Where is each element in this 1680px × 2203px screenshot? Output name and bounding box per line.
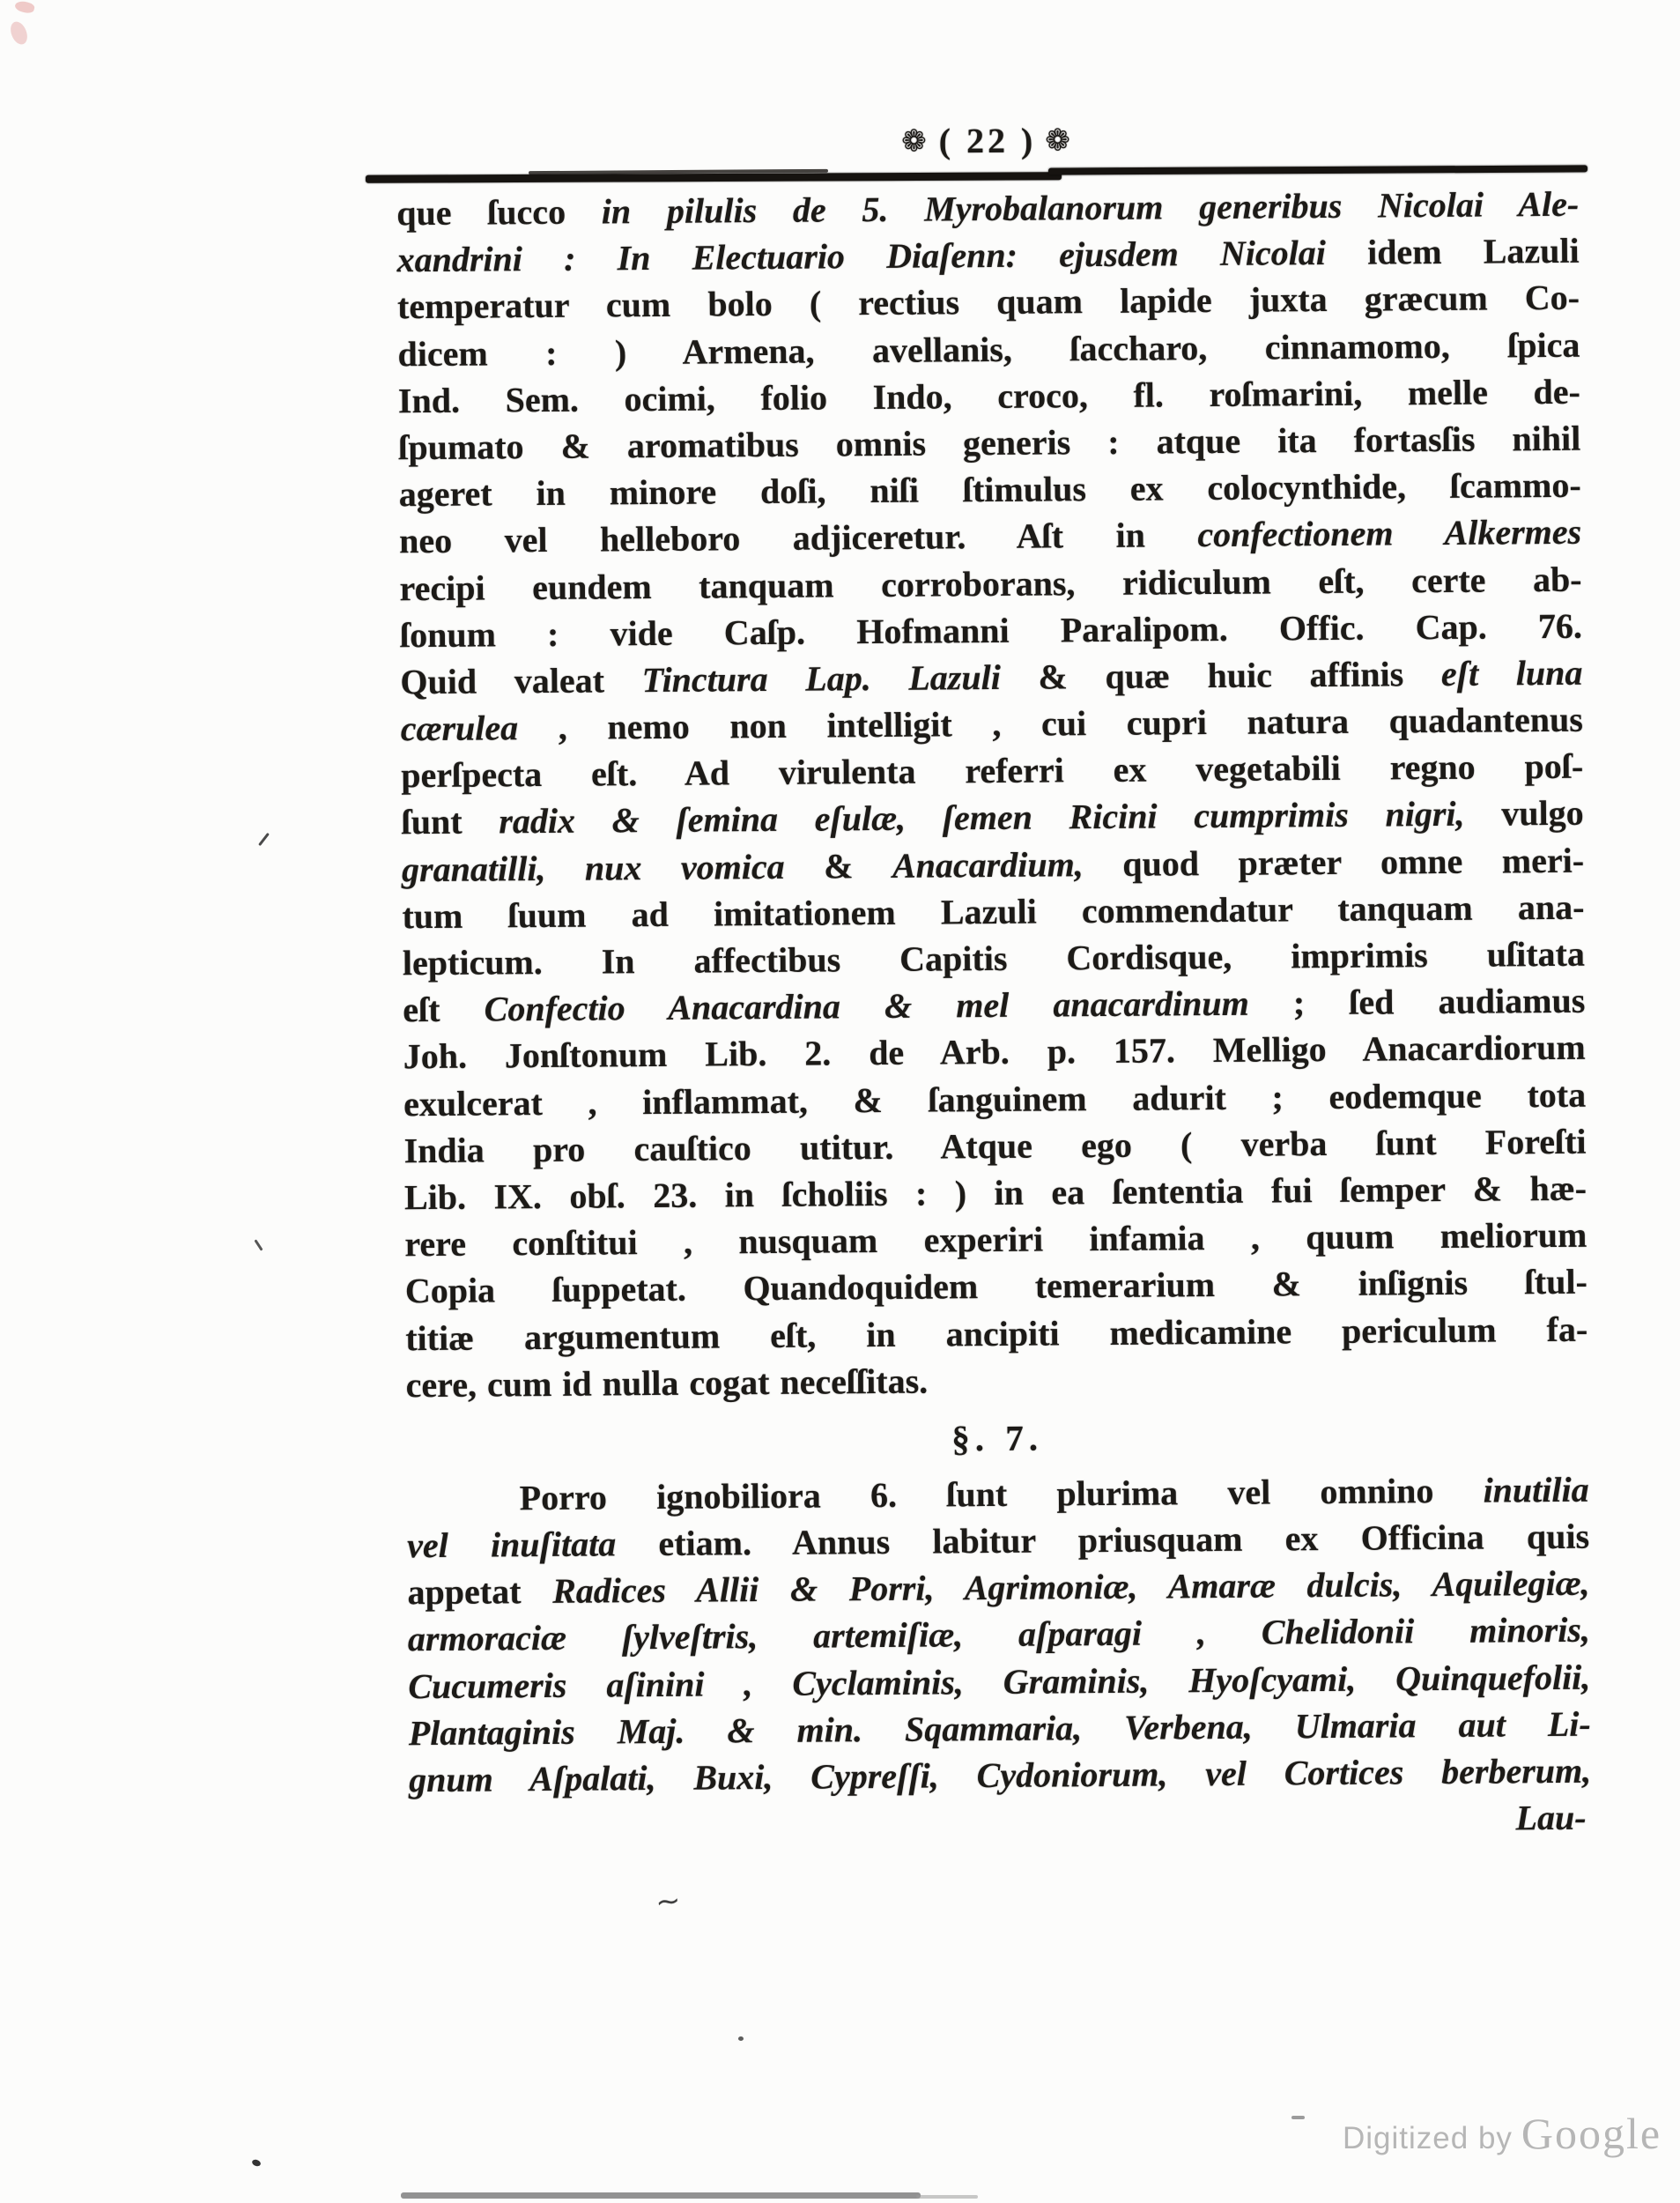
text-line: ſonum : vide Caſp. Hofmanni Paralipom. Offic. Cap. 76.: [399, 605, 1583, 655]
section-heading: §. 7.: [951, 1417, 1044, 1459]
text-line: Joh. Jonſtonum Lib. 2. de Arb. p. 157. Melligo Anacardiorum: [403, 1027, 1586, 1077]
watermark-text: Digitized by: [1343, 2121, 1513, 2155]
catchword: Lau-: [1515, 1797, 1587, 1838]
scan-edge-smudge: [916, 2195, 978, 2199]
text-line: neo vel helleboro adjiceretur. Aſt in confectionem Alkermes: [398, 512, 1582, 561]
text-line: que ſucco in pilulis de 5. Myrobalanorum generibus Nicolai Ale-: [396, 183, 1580, 234]
fleuron-ornament-right: ❁: [1045, 122, 1074, 159]
text-line: Copia ſuppetat. Quandoquidem temerarium & inſignis ſtul-: [404, 1262, 1587, 1311]
google-logo-text: Google: [1521, 2109, 1662, 2158]
text-line: ſpumato & aromatibus omnis generis : atque ita fortasſis nihil: [398, 418, 1581, 468]
text-line: recipi eundem tanquam corroborans, ridiculum eſt, certe ab-: [399, 559, 1582, 608]
header-rule: [366, 172, 1062, 182]
text-line: perſpecta eſt. Ad virulenta referri ex vegetabili regno poſ-: [401, 745, 1584, 796]
page-header: [396, 116, 1579, 164]
text-line: granatilli, nux vomica & Anacardium, quod præter omne meri-: [401, 840, 1585, 889]
text-line: Lib. IX. obſ. 23. in ſcholiis : ) in ea ſententia fui ſemper & hæ-: [403, 1168, 1587, 1218]
scan-speck: [738, 2036, 744, 2041]
scan-speck: [251, 2159, 262, 2168]
header-rule: [1048, 165, 1587, 174]
text-line: armoraciæ ſylveſtris, artemiſiæ, aſparagi , Chelidonii minoris,: [407, 1610, 1591, 1659]
paragraph-1: [396, 181, 1588, 1408]
text-line: gnum Aſpalati, Buxi, Cypreſſi, Cydoniorum, vel Cortices berberum,: [409, 1750, 1592, 1800]
text-line: Porro ignobiliora 6. ſunt plurima vel omnino inutilia: [519, 1469, 1589, 1518]
text-line: Plantaginis Maj. & min. Sqammaria, Verbena, Ulmaria aut Li-: [408, 1703, 1591, 1754]
text-line: ſunt radix & ſemina eſulæ, ſemen Ricini cumprimis nigri, vulgo: [401, 793, 1584, 842]
text-line: temperatur cum bolo ( rectius quam lapide juxta græcum Co-: [396, 278, 1580, 327]
text-line: India pro cauſtico utitur. Atque ego ( verba ſunt Foreſti: [403, 1121, 1587, 1170]
scan-speck: [258, 833, 270, 846]
page-number: ( 22 ): [938, 120, 1037, 161]
scan-speck: [254, 1239, 263, 1250]
text-line: rere conſtitui , nusquam experiri infamia , quum meliorum: [404, 1214, 1587, 1265]
text-line: Ind. Sem. ocimi, folio Indo, croco, fl. roſmarini, melle de-: [397, 371, 1581, 421]
text-line: eſt Confectio Anacardina & mel anacardinum ; ſed audiamus: [403, 980, 1586, 1030]
scan-edge-smudge: [401, 2192, 921, 2199]
red-ink-mark: [14, 0, 35, 14]
google-watermark: [1343, 2108, 1661, 2159]
text-line: titiæ argumentum eſt, in ancipiti medicamine periculum fa-: [405, 1309, 1588, 1358]
text-line: vel inuſitata etiam. Annus labitur priusquam ex Officina quis: [406, 1516, 1590, 1566]
text-line: xandrini : In Electuario Diaſenn: ejusdem Nicolai idem Lazuli: [396, 230, 1580, 280]
text-line: cere, cum id nulla cogat neceſſitas.: [405, 1361, 929, 1405]
text-line: cærulea , nemo non intelligit , cui cupri natura quadantenus: [400, 699, 1583, 749]
text-line: tum ſuum ad imitationem Lazuli commendatur tanquam ana-: [402, 886, 1585, 937]
catchword-line: [409, 1794, 1591, 1851]
paragraph-2: [406, 1466, 1591, 1804]
text-line: ageret in minore doſi, niſi ſtimulus ex colocynthide, ſcammo-: [398, 464, 1581, 515]
text-line: appetat Radices Allii & Porri, Agrimoniæ, Amaræ dulcis, Aquilegiæ,: [407, 1562, 1590, 1613]
text-line: dicem : ) Armena, avellanis, ſaccharo, cinnamomo, ſpica: [397, 324, 1580, 374]
text-line: lepticum. In affectibus Capitis Cordisque, imprimis uſitata: [402, 933, 1586, 983]
red-ink-mark: [8, 19, 31, 47]
text-block: [396, 181, 1592, 1851]
text-line: Cucumeris aſinini , Cyclaminis, Graminis, Hyoſcyami, Quinquefolii,: [408, 1657, 1591, 1706]
text-line: exulcerat , inflammat, & ſanguinem adurit ; eodemque tota: [403, 1074, 1587, 1124]
ink-squiggle-mark: ~: [653, 1882, 683, 1921]
text-line: Quid valeat Tinctura Lap. Lazuli & quæ huic affinis eſt luna: [400, 652, 1583, 702]
scan-speck: [1291, 2116, 1305, 2119]
fleuron-ornament-left: ❁: [901, 123, 930, 159]
